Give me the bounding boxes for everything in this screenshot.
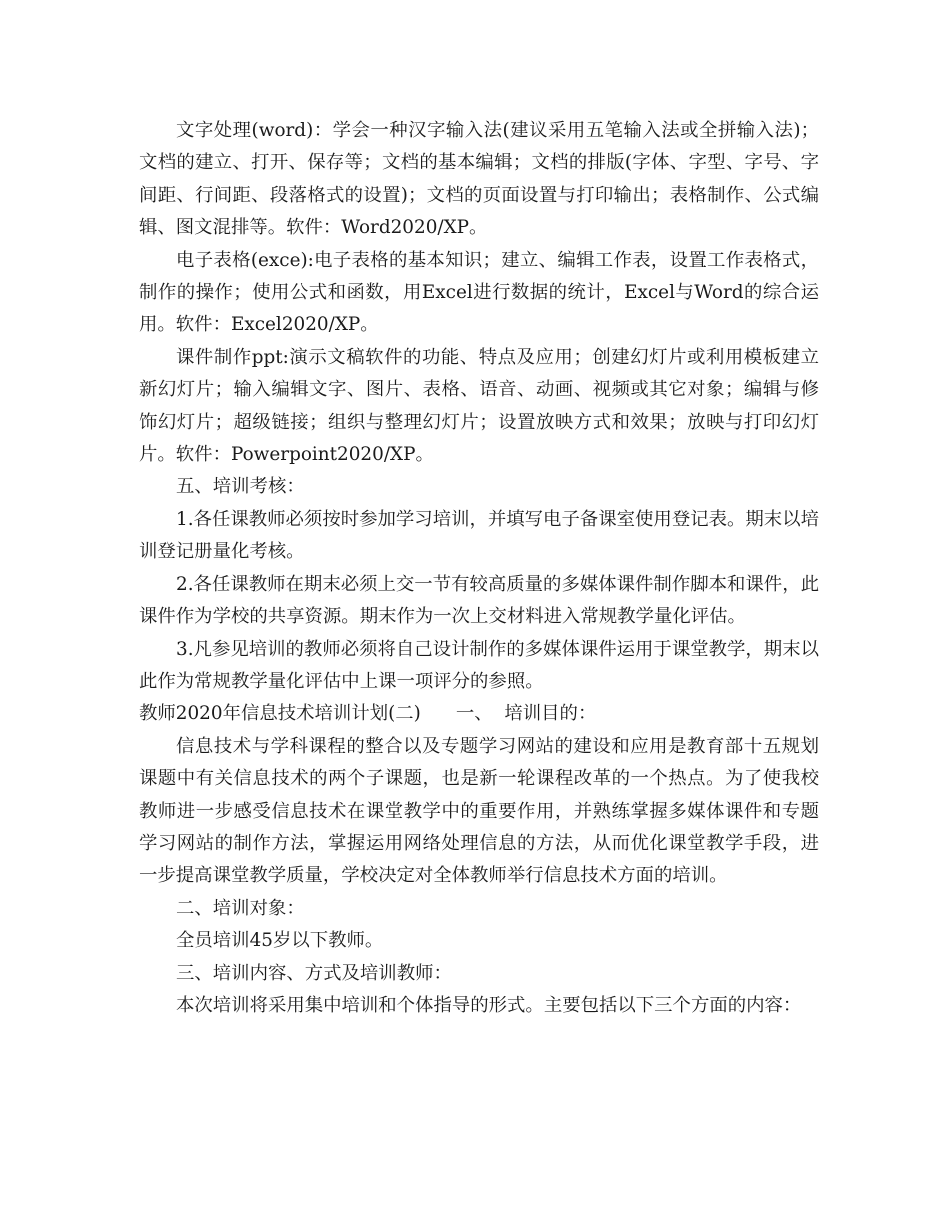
paragraph-spreadsheet: 电子表格(exce):电子表格的基本知识；建立、编辑工作表，设置工作表格式，制作的操作；使用公式和函数，用Excel进行数据的统计，Excel与Word的综合运用。软件：Excel2020/XP。 xyxy=(139,249,819,336)
list-item-assessment-3: 3.凡参见培训的教师必须将自己设计制作的多媒体课件运用于课堂教学，期末以此作为常规教学量化评估中上课一项评分的参照。 xyxy=(139,638,819,692)
section-heading-content: 三、培训内容、方式及培训教师： xyxy=(176,962,452,984)
document-body xyxy=(139,115,819,1022)
section-heading-audience: 二、培训对象： xyxy=(176,897,305,919)
list-item-assessment-2: 2.各任课教师在期末必须上交一节有较高质量的多媒体课件制作脚本和课件，此课件作为学校的共享资源。期末作为一次上交材料进入常规教学量化评估。 xyxy=(139,573,819,628)
paragraph-word-processing: 文字处理(word)：学会一种汉字输入法(建议采用五笔输入法或全拼输入法)；文档的建立、打开、保存等；文档的基本编辑；文档的排版(字体、字型、字号、字间距、行间距、段落格式的设置)；文档的页面设置与打印输出；表格制作、公式编辑、图文混排等。软件：Word2020/XP。 xyxy=(139,120,819,239)
list-item-assessment-1: 1.各任课教师必须按时参加学习培训，并填写电子备课室使用登记表。期末以培训登记册量化考核。 xyxy=(139,508,819,563)
paragraph-audience: 全员培训45岁以下教师。 xyxy=(176,930,384,952)
paragraph-content: 本次培训将采用集中培训和个体指导的形式。主要包括以下三个方面的内容： xyxy=(176,994,802,1016)
paragraph-training-purpose: 信息技术与学科课程的整合以及专题学习网站的建设和应用是教育部十五规划课题中有关信息技术的两个子课题，也是新一轮课程改革的一个热点。为了使我校教师进一步感受信息技术在课堂教学中的重要作用，并熟练掌握多媒体课件和专题学习网站的制作方法，掌握运用网络处理信息的方法，从而优化课堂教学手段，进一步提高课堂教学质量，学校决定对全体教师举行信息技术方面的培训。 xyxy=(139,735,819,887)
paragraph-courseware: 课件制作ppt:演示文稿软件的功能、特点及应用；创建幻灯片或利用模板建立新幻灯片；输入编辑文字、图片、表格、语音、动画、视频或其它对象；编辑与修饰幻灯片；超级链接；组织与整理幻灯片；设置放映方式和效果；放映与打印幻灯片。软件：Powerpoint2020/XP。 xyxy=(139,346,819,466)
plan-title-line: 教师2020年信息技术培训计划(二) 一、 培训目的： xyxy=(139,703,597,725)
section-heading-assessment: 五、培训考核： xyxy=(176,476,305,498)
